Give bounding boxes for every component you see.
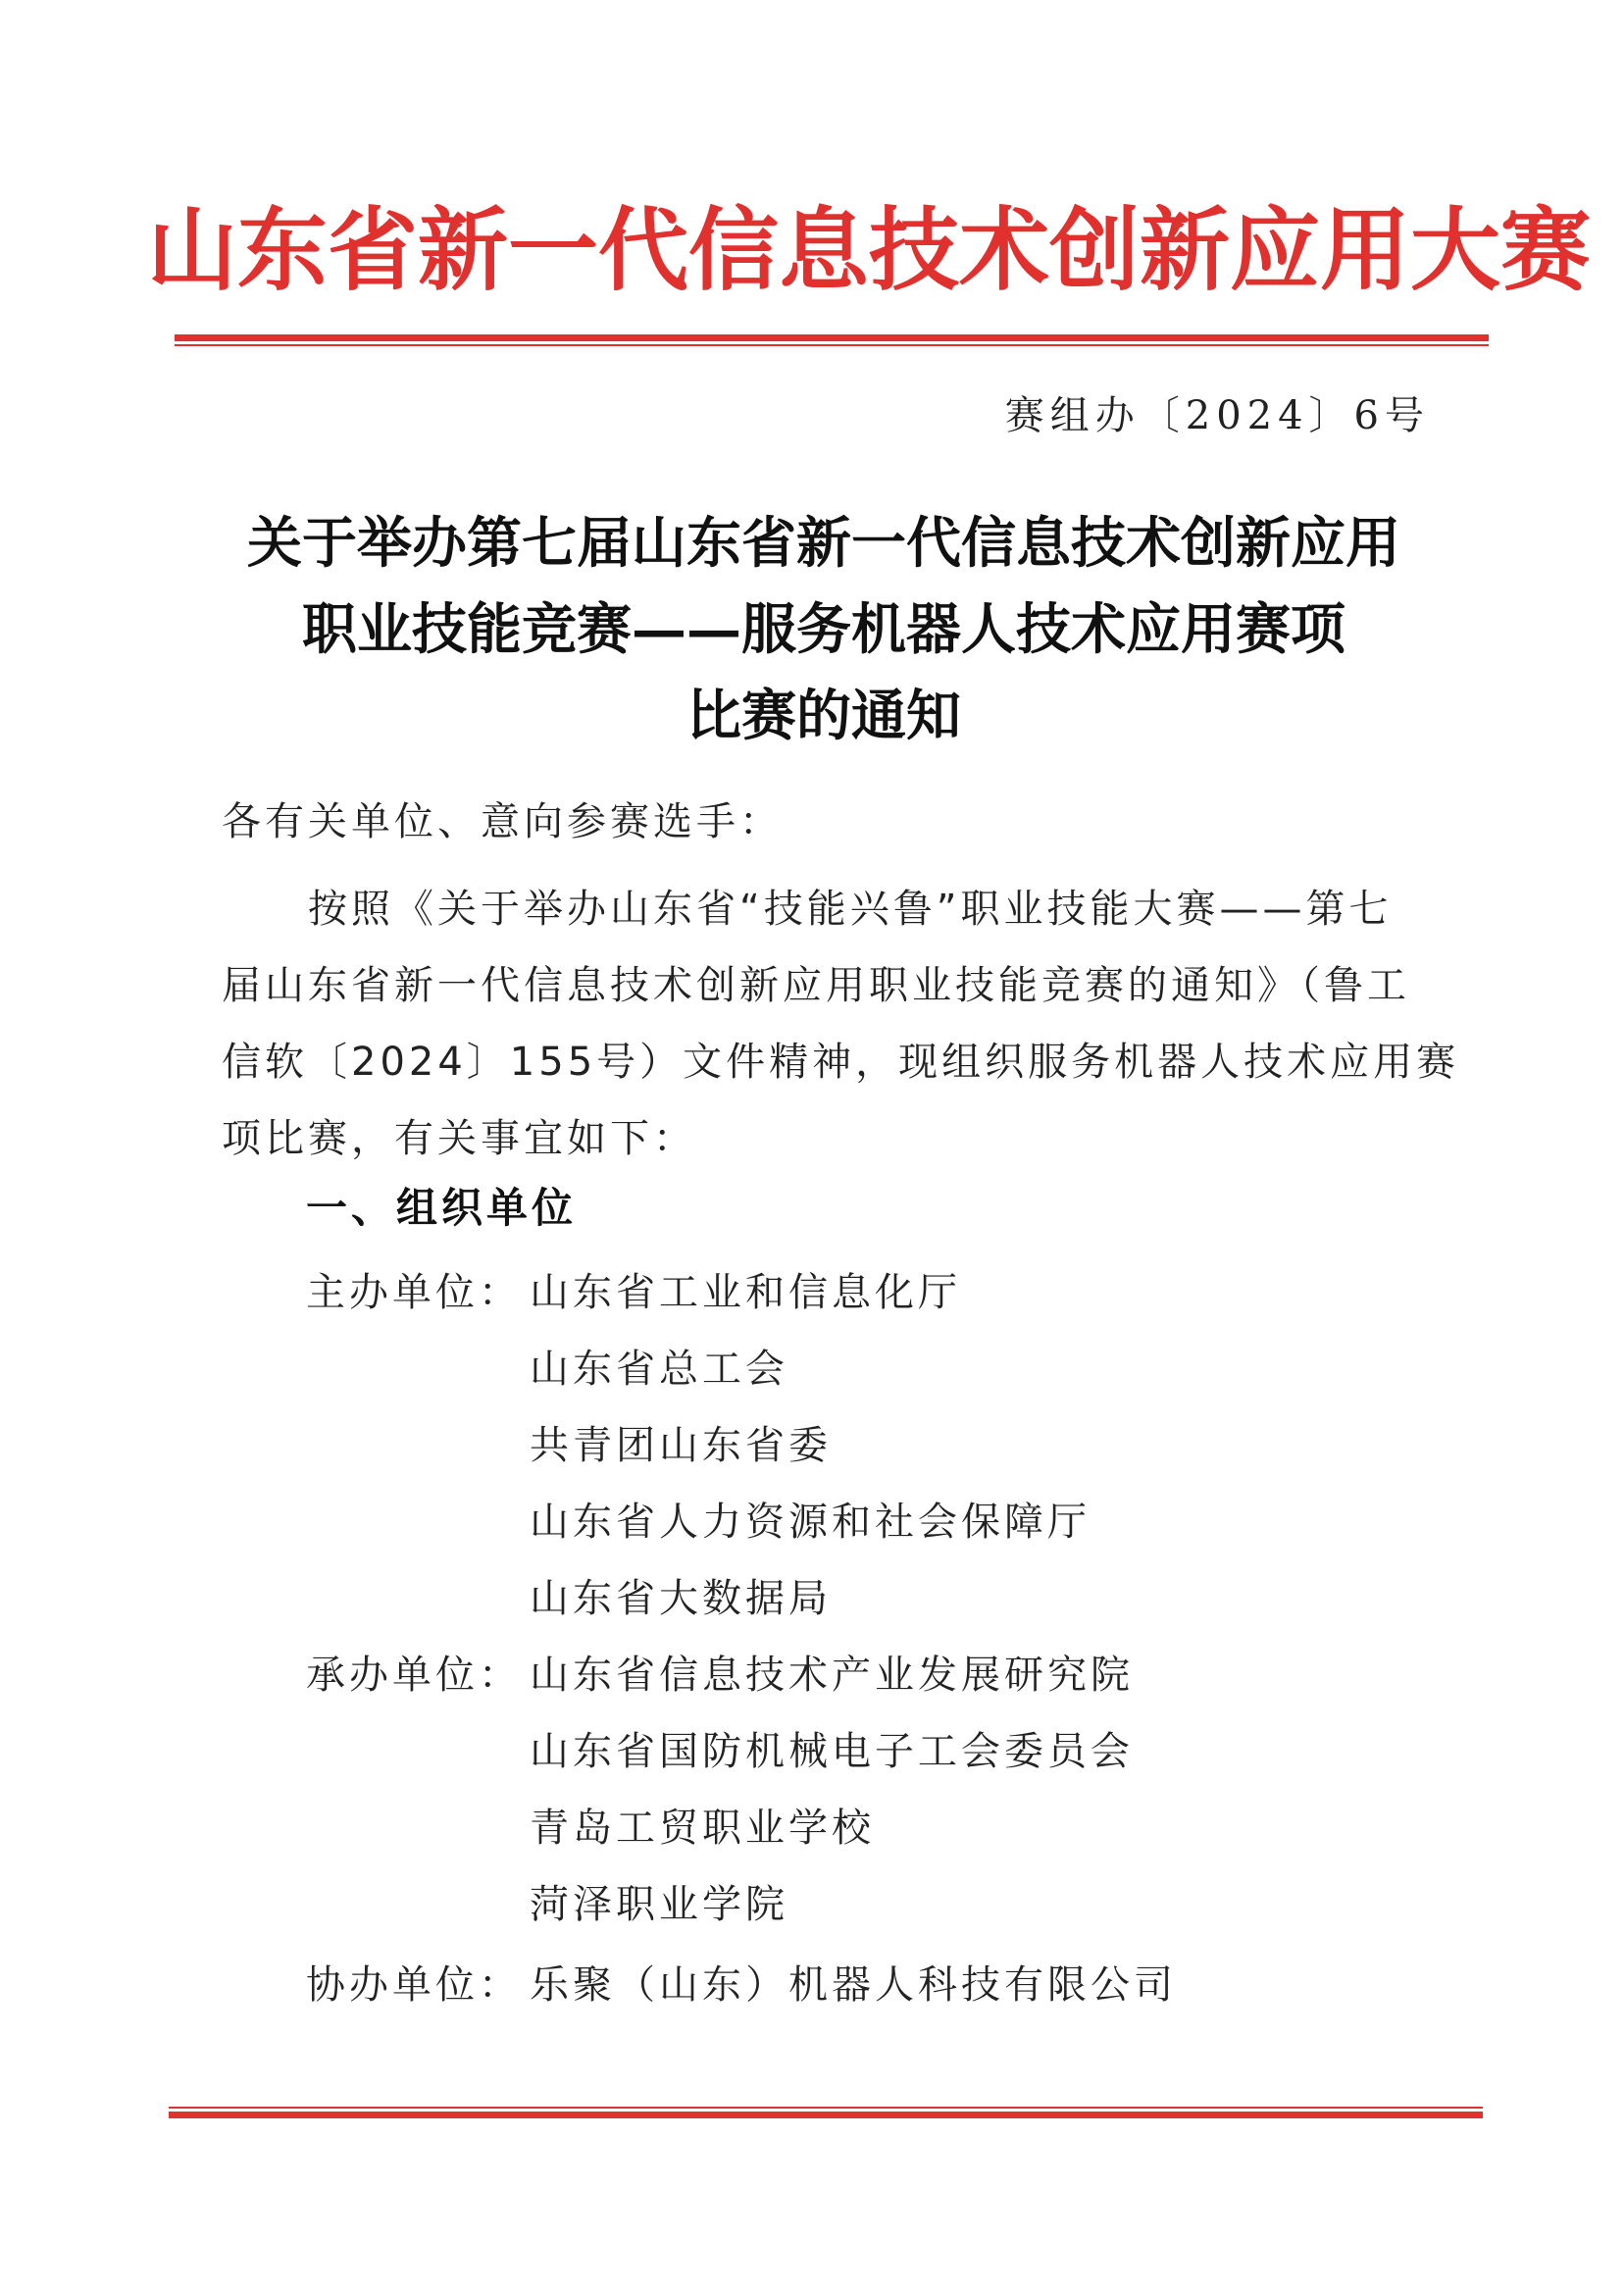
paragraph-line: 按照《关于举办山东省“技能兴鲁”职业技能大赛——第七	[308, 887, 1393, 932]
intro-paragraph	[222, 871, 1460, 1177]
salutation: 各有关单位、意向参赛选手：	[222, 799, 783, 844]
title-line: 职业技能竞赛——服务机器人技术应用赛项	[302, 597, 1345, 662]
footer-rule-thin	[169, 2107, 1483, 2109]
paragraph-line: 信软〔2024〕155号）文件精神，现组织服务机器人技术应用赛	[222, 1040, 1460, 1085]
masthead-rule-thick	[175, 334, 1489, 341]
undertaker-label: 承办单位：	[306, 1653, 522, 1698]
host-item: 山东省总工会	[530, 1347, 788, 1392]
host-label: 主办单位：	[306, 1270, 522, 1315]
host-item: 山东省工业和信息化厅	[530, 1270, 961, 1315]
paragraph-line: 项比赛，有关事宜如下：	[222, 1116, 696, 1161]
document-title	[226, 500, 1422, 759]
host-item: 共青团山东省委	[530, 1423, 832, 1468]
title-line: 关于举办第七届山东省新一代信息技术创新应用	[247, 511, 1400, 576]
coorganizer-item: 乐聚（山东）机器人科技有限公司	[530, 1962, 1177, 2008]
masthead-title: 山东省新一代信息技术创新应用大赛	[147, 197, 1592, 303]
undertaker-item: 山东省国防机械电子工会委员会	[530, 1729, 1134, 1774]
document-number: 赛组办〔2024〕6号	[1004, 393, 1430, 438]
section-heading: 一、组织单位	[306, 1184, 578, 1232]
undertaker-item: 菏泽职业学院	[530, 1882, 788, 1927]
host-item: 山东省大数据局	[530, 1576, 832, 1621]
undertaker-item: 山东省信息技术产业发展研究院	[530, 1653, 1134, 1698]
masthead-rule-thin	[175, 344, 1489, 346]
footer-rule-thick	[169, 2112, 1483, 2118]
coorganizer-label: 协办单位：	[306, 1962, 522, 2008]
host-item: 山东省人力资源和社会保障厅	[530, 1500, 1091, 1545]
title-line: 比赛的通知	[686, 684, 961, 748]
undertaker-item: 青岛工贸职业学校	[530, 1806, 875, 1851]
paragraph-line: 届山东省新一代信息技术创新应用职业技能竞赛的通知》（鲁工	[222, 963, 1410, 1008]
